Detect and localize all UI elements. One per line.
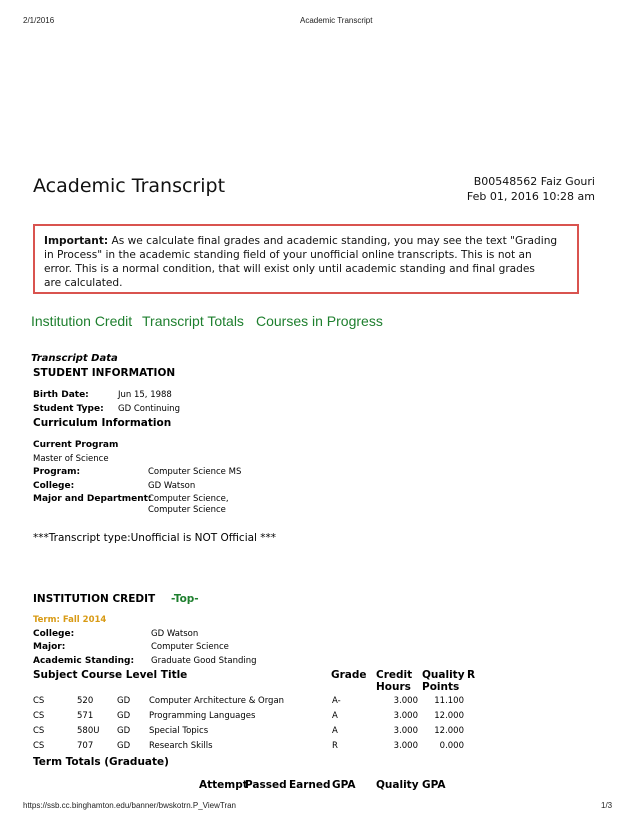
notice-line-2: in Process" in the academic standing field of your unofficial online transcripts. This is not an	[44, 249, 532, 261]
course-subject: CS	[33, 741, 45, 751]
student-id-name: B00548562 Faiz Gouri	[473, 175, 595, 188]
tab-institution-credit[interactable]: Institution Credit	[31, 313, 133, 329]
term-major-value: Computer Science	[151, 642, 229, 652]
notice-line-4: are calculated.	[44, 277, 123, 289]
print-footer-page: 1/3	[601, 801, 613, 810]
birth-date-value: Jun 15, 1988	[118, 390, 172, 400]
major-department-label: Major and Department:	[33, 494, 152, 504]
col-header-points: Points	[422, 681, 460, 693]
college-value: GD Watson	[148, 481, 196, 491]
course-quality-points: 12.000	[434, 711, 464, 721]
course-title: Computer Architecture & Organ	[149, 696, 285, 706]
col-header-credit: Credit	[376, 669, 413, 681]
course-subject: CS	[33, 726, 45, 736]
institution-credit-heading: INSTITUTION CREDIT	[33, 593, 156, 605]
course-credit-hours: 3.000	[393, 711, 418, 721]
course-number: 520	[77, 696, 94, 706]
term-totals-heading: Term Totals (Graduate)	[33, 756, 169, 768]
course-title: Special Topics	[149, 726, 209, 736]
current-program-label: Current Program	[33, 440, 119, 450]
degree-value: Master of Science	[33, 454, 109, 464]
major-department-line-2: Computer Science	[148, 505, 226, 515]
col-header-r: R	[467, 669, 476, 681]
page-title: Academic Transcript	[33, 175, 226, 197]
program-label: Program:	[33, 467, 81, 477]
academic-standing-value: Graduate Good Standing	[151, 656, 257, 666]
course-number: 580U	[77, 726, 100, 736]
term-college-label: College:	[33, 629, 75, 639]
col-header-grade: Grade	[331, 669, 367, 681]
course-level: GD	[117, 741, 131, 751]
print-date: 2/1/2016	[23, 16, 55, 25]
course-level: GD	[117, 726, 131, 736]
top-link[interactable]: -Top-	[171, 593, 199, 605]
tab-transcript-totals[interactable]: Transcript Totals	[142, 313, 244, 329]
totals-header-earned: Earned	[289, 779, 331, 791]
curriculum-heading: Curriculum Information	[33, 417, 172, 429]
course-grade: A-	[332, 696, 341, 706]
student-type-label: Student Type:	[33, 404, 104, 414]
transcript-type-note: ***Transcript type:Unofficial is NOT Official ***	[33, 532, 277, 544]
course-quality-points: 11.100	[434, 696, 464, 706]
course-credit-hours: 3.000	[393, 741, 418, 751]
course-quality-points: 12.000	[434, 726, 464, 736]
course-title: Programming Languages	[149, 711, 256, 721]
col-header-subject-course-level-title: Subject Course Level Title	[33, 669, 188, 681]
course-number: 707	[77, 741, 94, 751]
course-level: GD	[117, 696, 131, 706]
term-label: Term: Fall 2014	[33, 615, 107, 625]
notice-line-3: error. This is a normal condition, that will exist only until academic standing and final grades	[44, 263, 535, 275]
notice-line-1: As we calculate final grades and academic standing, you may see the text "Grading	[111, 235, 558, 247]
student-type-value: GD Continuing	[118, 404, 180, 414]
birth-date-label: Birth Date:	[33, 390, 89, 400]
course-grade: A	[332, 711, 338, 721]
academic-standing-label: Academic Standing:	[33, 656, 135, 666]
print-footer-url: https://ssb.cc.binghamton.edu/banner/bwskotrn.P_ViewTran	[23, 801, 237, 810]
course-subject: CS	[33, 696, 45, 706]
course-credit-hours: 3.000	[393, 726, 418, 736]
totals-header-quality: Quality	[376, 779, 419, 791]
important-notice	[33, 224, 579, 294]
col-header-quality: Quality	[422, 669, 465, 681]
college-label: College:	[33, 481, 75, 491]
transcript-data-label: Transcript Data	[31, 353, 118, 364]
course-level: GD	[117, 711, 131, 721]
term-major-label: Major:	[33, 642, 66, 652]
print-doc-title: Academic Transcript	[300, 16, 373, 25]
student-info-heading: STUDENT INFORMATION	[33, 367, 176, 379]
col-header-hours: Hours	[376, 681, 411, 693]
totals-header-gpa-2: GPA	[422, 779, 446, 791]
totals-header-attempt: Attempt	[199, 779, 248, 791]
generated-timestamp: Feb 01, 2016 10:28 am	[466, 190, 595, 203]
tab-courses-in-progress[interactable]: Courses in Progress	[256, 313, 383, 329]
major-department-line-1: Computer Science,	[148, 494, 229, 504]
totals-header-passed: Passed	[245, 779, 287, 791]
notice-label: Important:	[44, 235, 109, 247]
course-grade: A	[332, 726, 338, 736]
course-number: 571	[77, 711, 94, 721]
course-title: Research Skills	[149, 741, 213, 751]
program-value: Computer Science MS	[148, 467, 242, 477]
totals-header-gpa: GPA	[332, 779, 356, 791]
course-subject: CS	[33, 711, 45, 721]
course-credit-hours: 3.000	[393, 696, 418, 706]
course-quality-points: 0.000	[439, 741, 464, 751]
course-grade: R	[332, 741, 338, 751]
term-college-value: GD Watson	[151, 629, 199, 639]
term-totals-header-row	[0, 776, 638, 799]
